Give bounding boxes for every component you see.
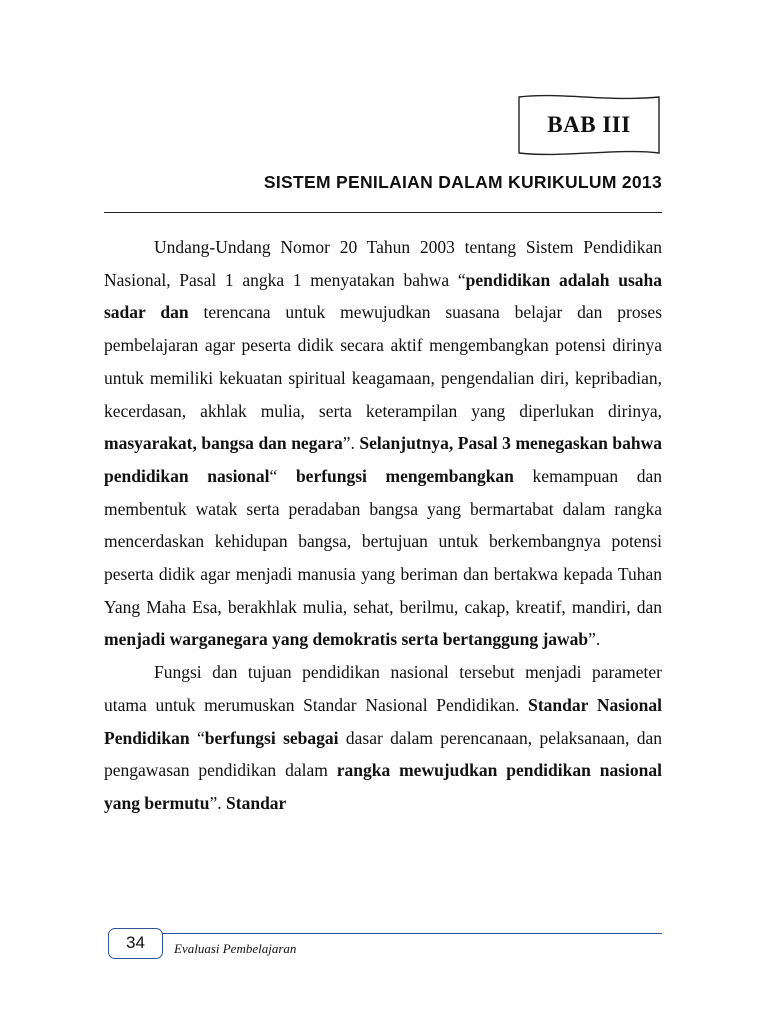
title-divider (104, 212, 662, 213)
text-run: ”. (209, 792, 227, 813)
footer-divider (160, 933, 662, 934)
footer-book-title: Evaluasi Pembelajaran (174, 941, 297, 956)
text-run: ”. (588, 629, 601, 650)
paragraph-2 (104, 656, 662, 820)
page-number: 34 (108, 928, 163, 959)
text-run: “ (269, 465, 296, 486)
text-run: Undang-Undang Nomor 20 Tahun 2003 tentang Sistem Pendidikan Nasional, Pasal 1 angka 1 menyatakan bahwa “ (104, 237, 662, 290)
bold-run: Selanjutnya, Pasal 3 menegaskan bahwa pendidikan nasional (104, 433, 662, 486)
bold-run: masyarakat, bangsa dan negara (104, 433, 343, 454)
chapter-title: SISTEM PENILAIAN DALAM KURIKULUM 2013 (263, 172, 662, 192)
bold-run: berfungsi mengembangkan (295, 465, 514, 486)
body-text (104, 231, 662, 820)
text-run: kemampuan dan membentuk watak serta peradaban bangsa yang bermartabat dalam rangka mencerdaskan kehidupan bangsa, bertujuan untuk berkembangnya potensi peserta didik agar menjadi manusia yang beriman dan bertakwa kepada Tuhan Yang Maha Esa, berakhlak mulia, sehat, berilmu, cakap, kreatif, mandiri, dan (104, 465, 662, 617)
chapter-label-box (518, 96, 660, 154)
text-run: “ (189, 727, 205, 748)
text-run: dasar dalam perencanaan, pelaksanaan, dan pengawasan pendidikan dalam (104, 727, 663, 781)
bold-run: Standar Nasional Pendidikan (104, 694, 662, 748)
bold-run: pendidikan adalah usaha sadar dan (104, 269, 662, 323)
text-run: ”. (342, 433, 360, 454)
text-run: Fungsi dan tujuan pendidikan nasional tersebut menjadi parameter utama untuk merumuskan Standar Nasional Pendidikan. (104, 662, 662, 715)
bold-run: Standar (226, 792, 287, 813)
chapter-label: BAB III (547, 112, 631, 137)
text-run: terencana untuk mewujudkan suasana belajar dan proses pembelajaran agar peserta didik secara aktif mengembangkan potensi dirinya untuk memiliki kekuatan spiritual keagamaan, pengendalian diri, kepribadian, kecerdasan, akhlak mulia, serta keterampilan yang diperlukan dirinya, (104, 302, 662, 421)
bold-run: rangka mewujudkan pendidikan nasional yang bermutu (104, 760, 662, 813)
bold-run: menjadi warganegara yang demokratis serta bertanggung jawab (104, 629, 589, 650)
paragraph-1 (104, 231, 662, 656)
bold-run: berfungsi sebagai (204, 727, 339, 748)
